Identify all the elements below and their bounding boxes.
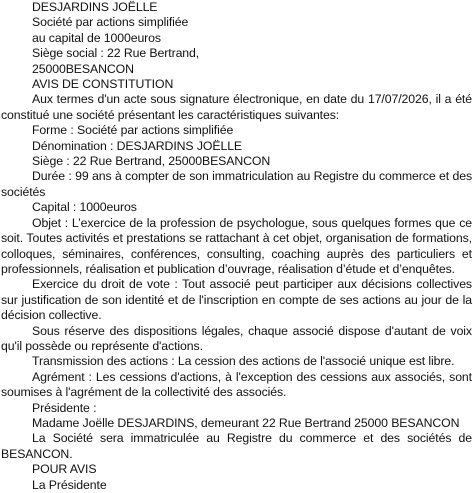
president-line: Madame Joëlle DESJARDINS, demeurant 22 Rue Bertrand 25000 BESANCON — [32, 415, 460, 430]
reserve-paragraph: Sous réserve des dispositions légales, chaque associé dispose d'autant de voix qu'il possède ou représente d'actions. — [1, 323, 472, 353]
notice-title: AVIS DE CONSTITUTION — [32, 77, 174, 92]
forme-line: Forme : Société par actions simplifiée — [32, 123, 234, 138]
company-siege: Siège social : 22 Rue Bertrand, — [32, 46, 200, 61]
company-city: 25000BESANCON — [32, 61, 134, 76]
duree-paragraph: Durée : 99 ans à compter de son immatriculation au Registre du commerce et des sociétés — [1, 169, 472, 199]
objet-paragraph: Objet : L’exercice de la profession de psychologue, sous quelques formes que ce soit. Toutes activités et prestations se rattachant à cet objet, organisation de formations, colloques, séminaires, conférences, consulting, coaching auprès des particuliers et professionnels, réalisation et publication d’ouvrage, réalisation d’étude et d’enquêtes. — [1, 215, 472, 276]
company-form: Société par actions simplifiée — [32, 15, 189, 30]
immatriculation-paragraph: La Société sera immatriculée au Registre du commerce et des sociétés de BESANCON. — [1, 431, 472, 461]
denomination-line: Dénomination : DESJARDINS JOËLLE — [32, 138, 243, 153]
president-label: Présidente : — [32, 400, 97, 415]
pour-avis: POUR AVIS — [32, 462, 97, 477]
siege-line: Siège : 22 Rue Bertrand, 25000BESANCON — [32, 154, 271, 169]
company-capital: au capital de 1000euros — [32, 30, 161, 45]
signature: La Présidente — [32, 477, 107, 492]
agrement-paragraph: Agrément : Les cessions d'actions, à l'exception des cessions aux associés, sont soumises à l'agrément de la collectivité des associés. — [1, 369, 472, 400]
company-name: DESJARDINS JOËLLE — [32, 0, 158, 14]
transmission-line: Transmission des actions : La cession des actions de l'associé unique est libre. — [32, 354, 455, 369]
vote-paragraph: Exercice du droit de vote : Tout associé peut participer aux décisions collectives sur justification de son identité et de l'inscription en compte de ses actions au jour de la décision collective. — [1, 277, 472, 323]
intro-paragraph: Aux termes d'un acte sous signature électronique, en date du 17/07/2026, il a été constitué une société présentant les caractéristiques suivantes: — [1, 92, 472, 122]
capital-line: Capital : 1000euros — [32, 200, 137, 215]
